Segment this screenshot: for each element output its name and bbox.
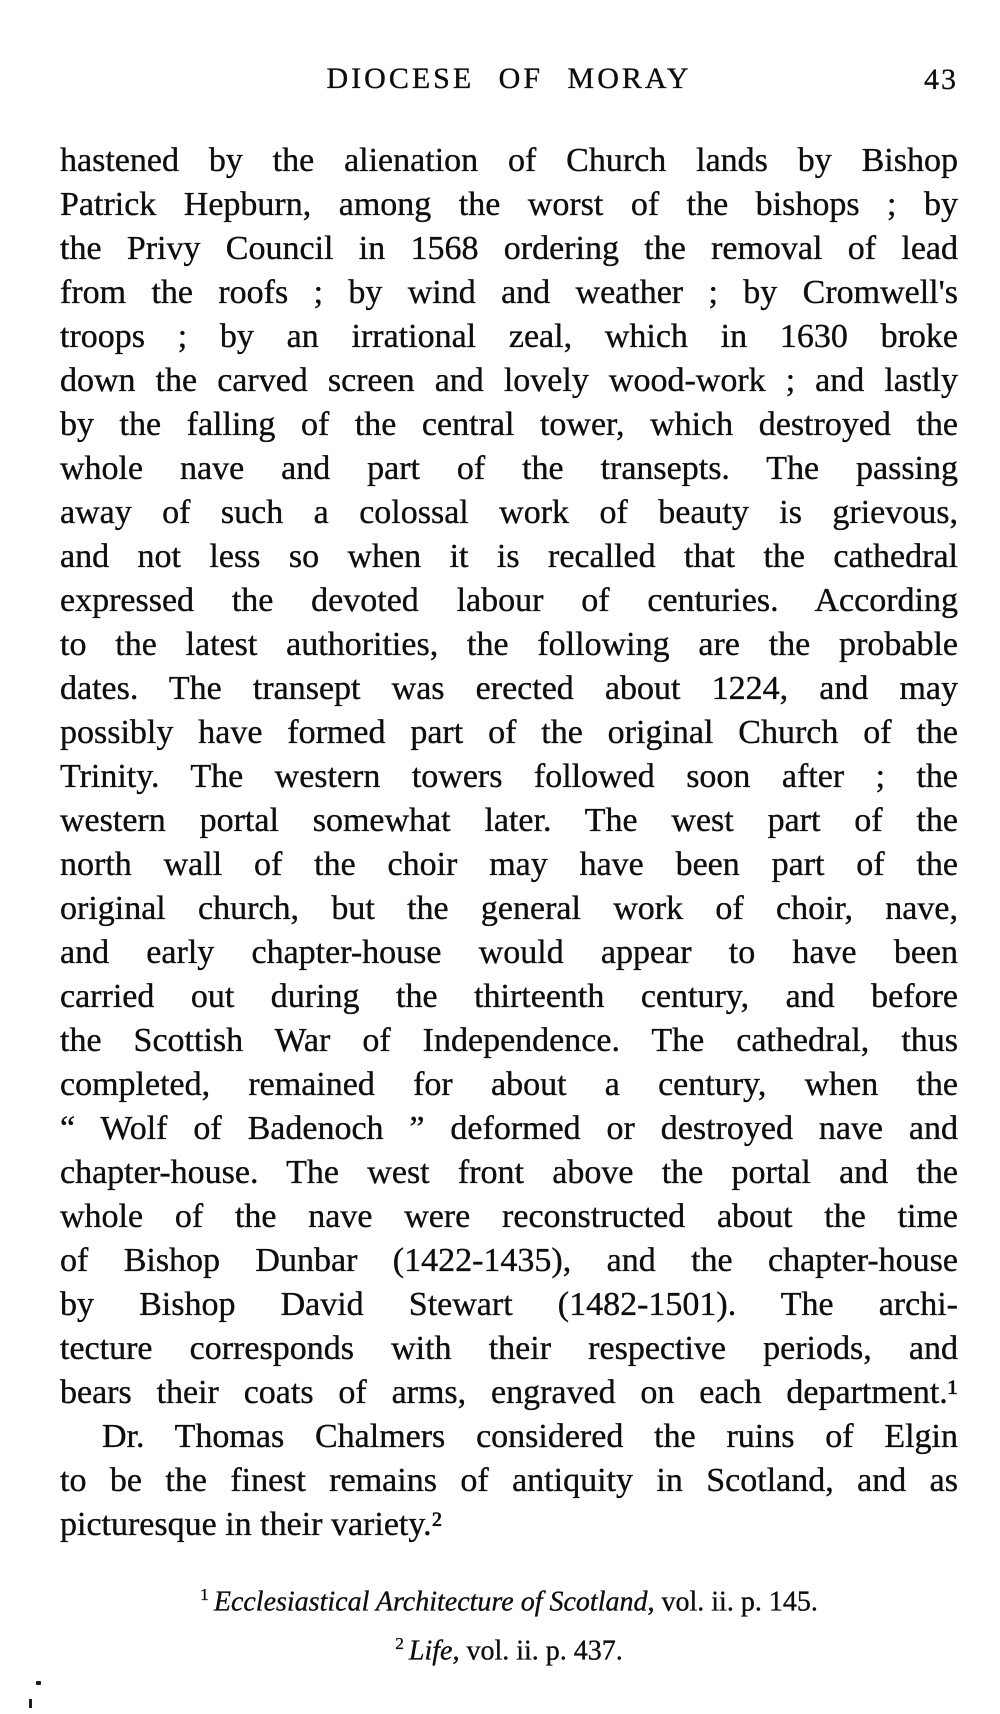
text-line: “ Wolf of Badenoch ” deformed or destroyed nave and [60,1110,958,1147]
footnotes [60,1574,958,1673]
text-line: from the roofs ; by wind and weather ; by Cromwell's [60,274,958,311]
scan-speck [29,1699,32,1708]
text-line: the Scottish War of Independence. The cathedral, thus [60,1022,958,1059]
text-line: of Bishop Dunbar (1422-1435), and the chapter-house [60,1242,958,1279]
text-line: north wall of the choir may have been part of the [60,846,958,883]
footnote-marker: 1 [200,1585,209,1604]
text-line: to be the finest remains of antiquity in Scotland, and as [60,1462,958,1499]
text-line: Dr. Thomas Chalmers considered the ruins of Elgin [102,1418,958,1455]
text-line: troops ; by an irrational zeal, which in 1630 broke [60,318,958,355]
text-line: western portal somewhat later. The west part of the [60,802,958,839]
text-line: picturesque in their variety.² [60,1506,442,1543]
text-line: to the latest authorities, the following are the probable [60,626,958,663]
text-line: bears their coats of arms, engraved on each department.¹ [60,1374,958,1411]
running-title: DIOCESE OF MORAY [326,62,692,95]
footnote-work-title: Life, [408,1635,460,1667]
text-line: expressed the devoted labour of centuries. According [60,582,958,619]
text-line: dates. The transept was erected about 1224, and may [60,670,958,707]
text-line: whole of the nave were reconstructed about the time [60,1198,958,1235]
text-line: by Bishop David Stewart (1482-1501). The archi- [60,1286,958,1323]
text-line: Patrick Hepburn, among the worst of the bishops ; by [60,186,958,223]
text-line: completed, remained for about a century, when the [60,1066,958,1103]
footnote-marker: 2 [395,1634,404,1654]
text-line: the Privy Council in 1568 ordering the removal of lead [60,230,958,267]
footnote-reference: vol. ii. p. 437. [466,1635,623,1667]
paragraph-1 [60,139,958,1415]
text-line: tecture corresponds with their respective periods, and [60,1330,958,1367]
text-line: and not less so when it is recalled that the cathedral [60,538,958,575]
text-line: whole nave and part of the transepts. The passing [60,450,958,487]
body-text [60,139,958,1547]
text-line: Trinity. The western towers followed soon after ; the [60,758,958,795]
text-line: hastened by the alienation of Church lands by Bishop [60,142,958,179]
text-line: and early chapter-house would appear to have been [60,934,958,971]
footnote-2 [60,1623,958,1672]
page-header [60,62,958,102]
footnote-reference: vol. ii. p. 145. [661,1586,818,1618]
footnote-work-title: Ecclesiastical Architecture of Scotland, [213,1586,655,1618]
text-line: away of such a colossal work of beauty is grievous, [60,494,958,531]
paragraph-2 [60,1415,958,1547]
text-line: original church, but the general work of choir, nave, [60,890,958,927]
scan-speck [36,1681,41,1685]
text-line: chapter-house. The west front above the portal and the [60,1154,958,1191]
text-line: down the carved screen and lovely wood-work ; and lastly [60,362,958,399]
text-line: possibly have formed part of the original Church of the [60,714,958,751]
text-line: carried out during the thirteenth century, and before [60,978,958,1015]
footnote-1 [60,1574,958,1623]
text-line: by the falling of the central tower, which destroyed the [60,406,958,443]
page-number: 43 [924,63,958,96]
